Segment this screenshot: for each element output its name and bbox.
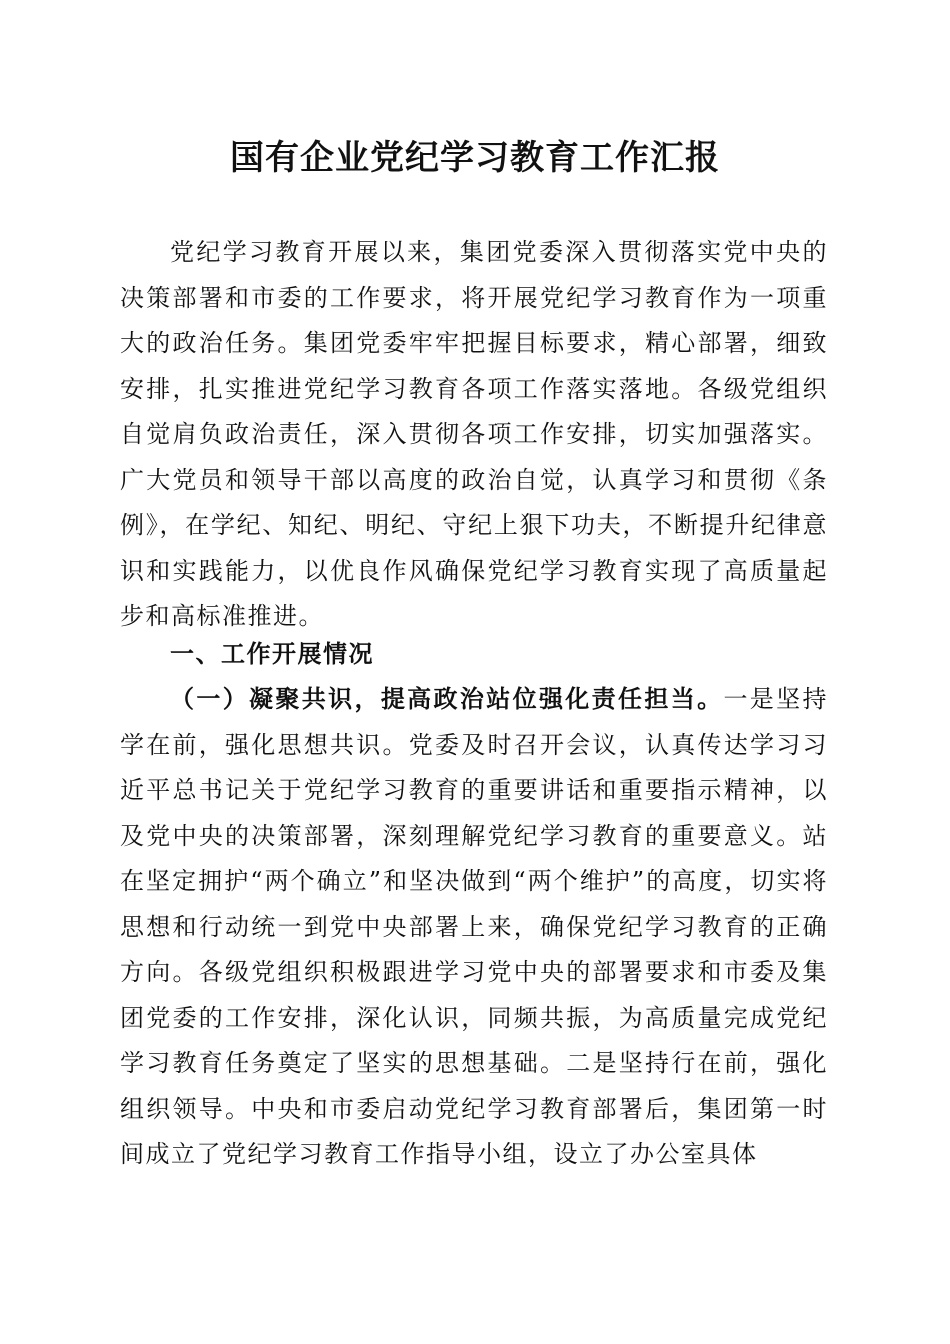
subsection-body-1: 一是坚持学在前，强化思想共识。党委及时召开会议，认真传达学习习近平总书记关于党纪学习教育的重要讲话和重要指示精神，以及党中央的决策部署，深刻理解党纪学习教育的重要意义。站在坚定拥护“两个确立”和坚决做到“两个维护”的高度，切实将思想和行动统一到党中央部署上来，确保党纪学习教育的正确方向。各级党组织积极跟进学习党中央的部署要求和市委及集团党委的工作安排，深化认识，同频共振，为高质量完成党纪学习教育任务奠定了坚实的思想基础。二是坚持行在前，强化组织领导。中央和市委启动党纪学习教育部署后，集团第一时间成立了党纪学习教育工作指导小组，设立了办公室具体	[120, 685, 828, 1168]
subsection-lead-1: （一）凝聚共识，提高政治站位强化责任担当。	[170, 684, 724, 713]
intro-paragraph: 党纪学习教育开展以来，集团党委深入贯彻落实党中央的决策部署和市委的工作要求，将开展党纪学习教育作为一项重大的政治任务。集团党委牢牢把握目标要求，精心部署，细致安排，扎实推进党纪学习教育各项工作落实落地。各级党组织自觉肩负政治责任，深入贯彻各项工作安排，切实加强落实。广大党员和领导干部以高度的政治自觉，认真学习和贯彻《条例》，在学纪、知纪、明纪、守纪上狠下功夫，不断提升纪律意识和实践能力，以优良作风确保党纪学习教育实现了高质量起步和高标准推进。	[120, 238, 828, 630]
document-title: 国有企业党纪学习教育工作汇报	[230, 138, 720, 178]
section-heading-work-progress: 一、工作开展情况	[170, 640, 374, 668]
subsection-paragraph-1	[120, 676, 828, 1178]
